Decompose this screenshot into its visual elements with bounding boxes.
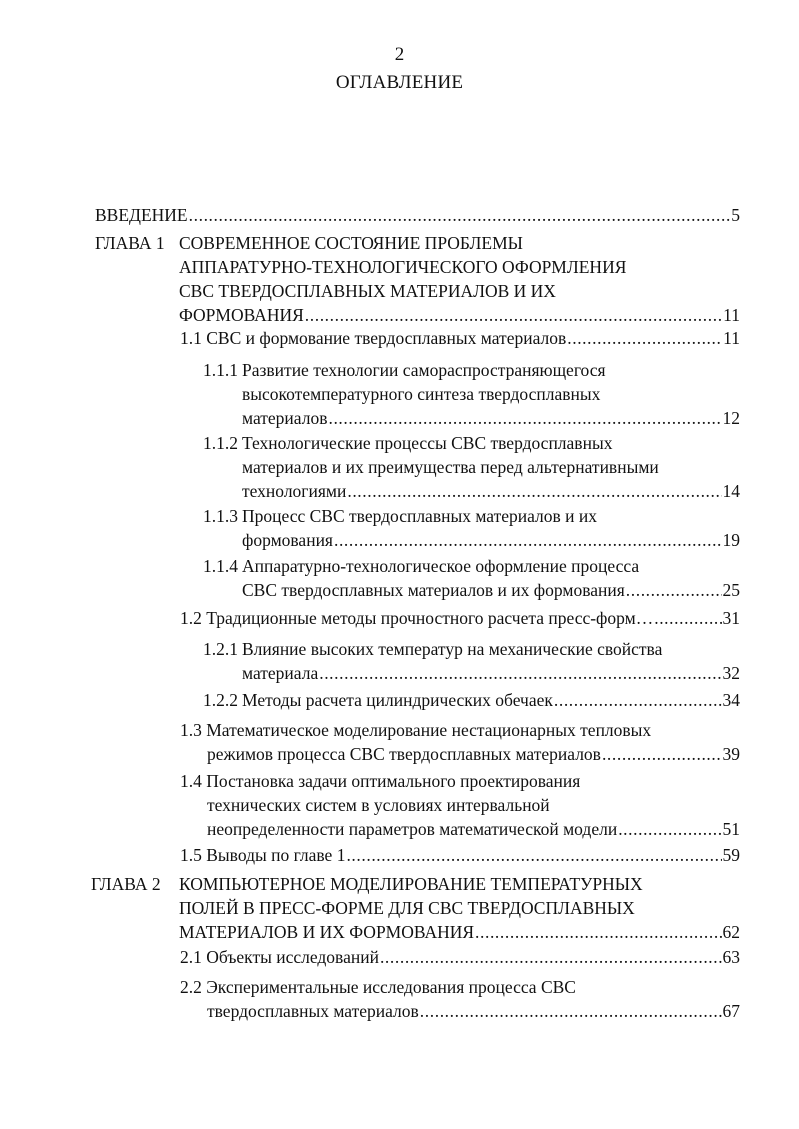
- toc-entry-1-1-1[interactable]: [203, 358, 740, 430]
- dot-leader: [420, 999, 722, 1023]
- section-number: 1.2.1: [203, 639, 238, 659]
- toc-entry-2-1[interactable]: [180, 945, 740, 969]
- toc-page-number: 67: [722, 1001, 740, 1021]
- chapter-label: ГЛАВА 2: [91, 874, 161, 894]
- toc-entry-1-2-1[interactable]: [203, 637, 740, 685]
- toc-entry-1-5[interactable]: [180, 843, 740, 867]
- toc-entry-chapter-2[interactable]: [91, 872, 740, 944]
- section-number: 1.1.2: [203, 433, 238, 453]
- toc-entry-title-line: 1.4 Постановка задачи оптимального проектирования: [180, 771, 581, 791]
- toc-entry-title: ВВЕДЕНИЕ: [95, 205, 188, 225]
- dot-leader: [346, 843, 721, 867]
- dot-leader: [618, 817, 721, 841]
- toc-entry-title-line: МАТЕРИАЛОВ И ИХ ФОРМОВАНИЯ: [179, 922, 475, 942]
- toc-entry-title-line: Влияние высоких температур на механические свойства: [242, 639, 663, 659]
- toc-entry-title-line: СОВРЕМЕННОЕ СОСТОЯНИЕ ПРОБЛЕМЫ: [179, 233, 523, 253]
- toc-page-number: 25: [722, 580, 740, 600]
- dot-leader: [347, 479, 721, 503]
- dot-leader: [380, 945, 722, 969]
- toc-page-number: 19: [722, 530, 740, 550]
- dot-leader: [475, 920, 721, 944]
- dot-leader: [189, 203, 731, 227]
- toc-entry-title-line: материалов: [242, 408, 328, 428]
- toc-entry-title-line: ФОРМОВАНИЯ: [179, 305, 304, 325]
- dot-leader: [602, 742, 722, 766]
- section-number: 1.1.3: [203, 506, 238, 526]
- section-number: 1.1.4: [203, 556, 238, 576]
- toc-entry-1-1-2[interactable]: [203, 431, 740, 503]
- toc-entry-title-line: материалов и их преимущества перед альтернативными: [242, 457, 659, 477]
- toc-entry-1-1-4[interactable]: [203, 554, 740, 602]
- toc-page-number: 34: [722, 690, 740, 710]
- section-number: 1.2.2: [203, 690, 238, 710]
- toc-page-number: 63: [722, 947, 740, 967]
- toc-entry-title: 1.2 Традиционные методы прочностного расчета пресс-форм…: [180, 608, 654, 628]
- toc-entry-1-4[interactable]: [180, 769, 740, 841]
- toc-entry-title-line: высокотемпературного синтеза твердосплавных: [242, 384, 601, 404]
- toc-entry-title: 1.1 СВС и формование твердосплавных материалов: [180, 328, 567, 348]
- toc-entry-1-1-3[interactable]: [203, 504, 740, 552]
- toc-entry-title-line: технических систем в условиях интервальной: [207, 795, 550, 815]
- toc-entry-1-3[interactable]: [180, 718, 740, 766]
- toc-entry-title-line: СВС твердосплавных материалов и их формования: [242, 580, 625, 600]
- toc-entry-1-2-2[interactable]: [203, 688, 740, 712]
- toc-entry-title-line: Методы расчета цилиндрических обечаек: [242, 690, 553, 710]
- chapter-label: ГЛАВА 1: [95, 233, 165, 253]
- toc-entry-chapter-1[interactable]: [95, 231, 740, 327]
- dot-leader: [626, 578, 722, 602]
- dot-leader: [305, 303, 722, 327]
- toc-page-number: 14: [722, 481, 740, 501]
- dot-leader: [567, 326, 722, 350]
- toc-entry-title-line: технологиями: [242, 481, 347, 501]
- toc-entry-title-line: ПОЛЕЙ В ПРЕСС-ФОРМЕ ДЛЯ СВС ТВЕРДОСПЛАВНЫХ: [179, 898, 635, 918]
- toc-page-number: 12: [722, 408, 740, 428]
- toc-page-number: 11: [723, 328, 740, 348]
- toc-entry-title-line: АППАРАТУРНО-ТЕХНОЛОГИЧЕСКОГО ОФОРМЛЕНИЯ: [179, 257, 627, 277]
- toc-page-number: 31: [722, 608, 740, 628]
- dot-leader: [334, 528, 722, 552]
- toc-entry-title-line: Аппаратурно-технологическое оформление процесса: [242, 556, 640, 576]
- toc-entry-title-line: Процесс СВС твердосплавных материалов и их: [242, 506, 598, 526]
- toc-entry-1-2[interactable]: [180, 606, 740, 630]
- dot-leader: [554, 688, 722, 712]
- page-title: ОГЛАВЛЕНИЕ: [335, 72, 464, 93]
- toc-entry-title: 1.5 Выводы по главе 1: [180, 845, 346, 865]
- dot-leader: [654, 606, 721, 630]
- toc-page-number: 32: [722, 663, 740, 683]
- toc-entry-intro[interactable]: [95, 203, 740, 227]
- toc-page-number: 59: [722, 845, 740, 865]
- toc-entry-title-line: 2.2 Экспериментальные исследования процесса СВС: [180, 977, 576, 997]
- toc-entry-title-line: формования: [242, 530, 333, 550]
- toc-page-number: 51: [722, 819, 740, 839]
- toc-entry-2-2[interactable]: [180, 975, 740, 1023]
- toc-entry-1-1[interactable]: [180, 326, 740, 350]
- dot-leader: [319, 661, 721, 685]
- page-number: 2: [394, 44, 405, 65]
- toc-entry-title: 2.1 Объекты исследований: [180, 947, 379, 967]
- toc-entry-title-line: материала: [242, 663, 319, 683]
- toc-entry-title-line: режимов процесса СВС твердосплавных материалов: [207, 744, 601, 764]
- toc-entry-title-line: неопределенности параметров математической модели: [207, 819, 618, 839]
- section-number: 1.1.1: [203, 360, 238, 380]
- toc-page-number: 39: [722, 744, 740, 764]
- toc-page-number: 62: [722, 922, 740, 942]
- toc-entry-title-line: Технологические процессы СВС твердосплавных: [242, 433, 613, 453]
- toc-page-number: 11: [723, 305, 740, 325]
- toc-entry-title-line: КОМПЬЮТЕРНОЕ МОДЕЛИРОВАНИЕ ТЕМПЕРАТУРНЫХ: [179, 874, 643, 894]
- toc-entry-title-line: твердосплавных материалов: [207, 1001, 419, 1021]
- dot-leader: [328, 406, 721, 430]
- toc-entry-title-line: 1.3 Математическое моделирование нестационарных тепловых: [180, 720, 652, 740]
- toc-page-number: 5: [731, 205, 740, 225]
- toc-entry-title-line: СВС ТВЕРДОСПЛАВНЫХ МАТЕРИАЛОВ И ИХ: [179, 281, 556, 301]
- toc-entry-title-line: Развитие технологии самораспространяющегося: [242, 360, 606, 380]
